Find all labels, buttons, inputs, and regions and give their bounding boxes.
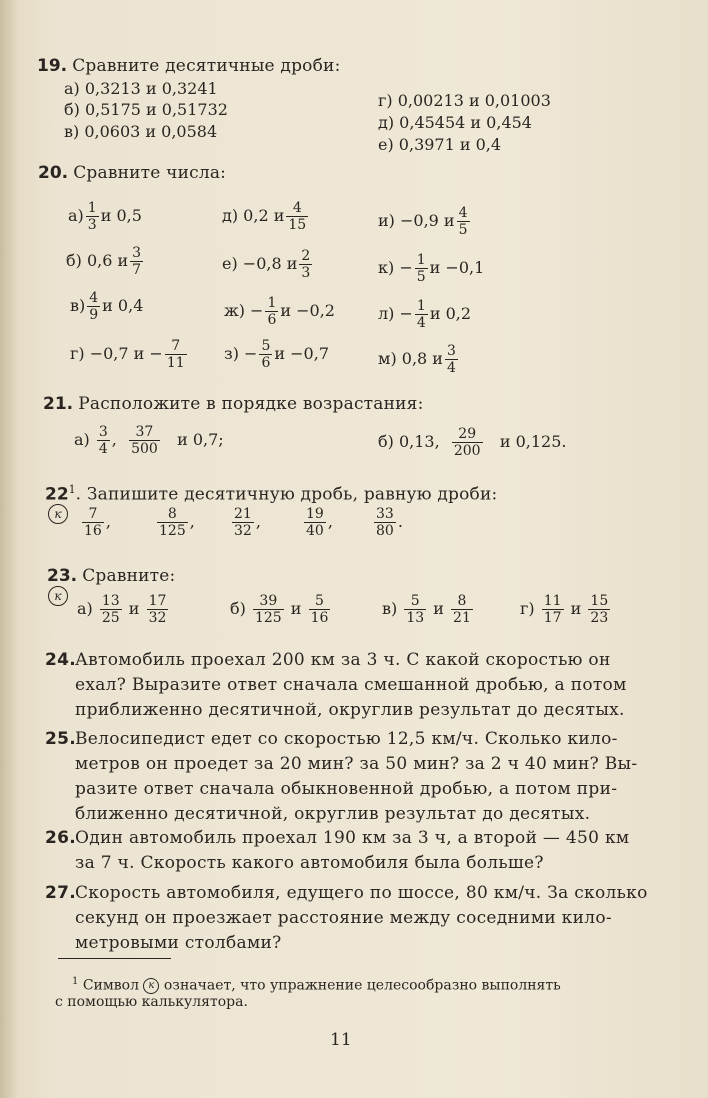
- exercise-25: 25. Велосипедист едет со скоростью 12,5 км/ч. Сколько кило- метров он проедет за 20 мин? за 50 мин? за 2 ч 40 мин? Вы- разите ответ сначала обыкновенной дробью, а потом при- ближенно десятичной, округлив результат до десятых.: [45, 729, 638, 824]
- footnote-marker: 1: [68, 483, 76, 496]
- fraction: $\frac{5}{6}$: [261, 338, 271, 371]
- exercise-24: 24. Автомобиль проехал 200 км за 3 ч. С какой скоростью он ехал? Выразите ответ сначала смешанной дробью, а потом приближенно десятичной, округлив результат до десятых.: [45, 650, 627, 720]
- ex23-item-b: б) $\frac{39}{125}$ и $\frac{5}{16}$: [230, 593, 329, 626]
- ex20-item-l: л) − $\frac{1}{4}$ и 0,2: [378, 298, 472, 331]
- ex20-item-b: б) 0,6 и $\frac{3}{7}$: [66, 245, 142, 278]
- exercise-27: 27. Скорость автомобиля, едущего по шоссе, 80 км/ч. За сколько секунд он проезжает расстояние между соседними кило- метровыми столбами?: [45, 883, 648, 953]
- fraction: $\frac{1}{3}$: [87, 200, 97, 233]
- ex19-item-b: б) 0,5175 и 0,51732: [64, 100, 228, 119]
- ex20-item-e: е) −0,8 и $\frac{2}{3}$: [222, 248, 311, 281]
- exercise-number: 21.: [43, 394, 74, 414]
- exercise-number: 25.: [45, 729, 77, 749]
- ex21-item-b: б) 0,13, $\frac{29}{200}$ и 0,125.: [378, 426, 567, 459]
- fraction: $\frac{37}{500}$: [131, 424, 158, 457]
- exercise-title: Сравните:: [82, 566, 176, 586]
- exercise-number: 20.: [38, 163, 69, 183]
- exercise-number: 22: [45, 484, 69, 505]
- exercise-number: 19.: [37, 56, 68, 76]
- exercise-title: Сравните числа:: [73, 163, 227, 183]
- exercise-21-heading: [43, 394, 424, 414]
- ex19-item-g: г) 0,00213 и 0,01003: [378, 91, 551, 110]
- ex22-fraction-4: $\frac{19}{40}$ ,: [306, 506, 333, 539]
- footnote-rule: [58, 958, 171, 959]
- ex19-item-v: в) 0,0603 и 0,0584: [64, 122, 218, 141]
- fraction: $\frac{3}{7}$: [132, 245, 142, 278]
- fraction: $\frac{7}{11}$: [166, 338, 185, 371]
- ex20-item-zh: ж) − $\frac{1}{6}$ и −0,2: [224, 295, 335, 328]
- ex19-item-d: д) 0,45454 и 0,454: [378, 113, 532, 132]
- exercise-number: 26.: [45, 828, 77, 848]
- ex20-item-z: з) − $\frac{5}{6}$ и −0,7: [224, 338, 329, 371]
- ex23-item-v: в) $\frac{5}{13}$ и $\frac{8}{21}$: [382, 593, 471, 626]
- fraction: $\frac{4}{15}$: [288, 200, 307, 233]
- fraction: $\frac{29}{200}$: [453, 426, 481, 459]
- ex20-item-a: а) $\frac{1}{3}$ и 0,5: [68, 200, 142, 233]
- calculator-icon: к: [48, 585, 68, 606]
- fraction: $\frac{3}{4}$: [446, 343, 456, 376]
- exercise-20-heading: [38, 163, 226, 183]
- ex21-item-a: а) $\frac{3}{4}$ , $\frac{37}{500}$ и 0,7;: [74, 424, 224, 457]
- fraction: $\frac{2}{3}$: [301, 248, 311, 281]
- exercise-title: Сравните десятичные дроби:: [72, 56, 341, 76]
- ex20-item-v: в) $\frac{4}{9}$ и 0,4: [70, 290, 144, 323]
- fraction: $\frac{4}{9}$: [89, 290, 99, 323]
- exercise-26: 26. Один автомобиль проехал 190 км за 3 ч, а второй — 450 км за 7 ч. Скорость какого автомобиля была больше?: [45, 828, 630, 873]
- exercise-title: Расположите в порядке возрастания:: [78, 394, 424, 414]
- ex22-fraction-1: $\frac{7}{16}$ ,: [84, 506, 111, 539]
- calculator-icon: к: [143, 978, 159, 994]
- exercise-number: 24.: [45, 650, 77, 670]
- ex22-fraction-5: $\frac{33}{80}$ .: [376, 506, 403, 539]
- fraction: $\frac{1}{5}$: [416, 252, 426, 285]
- exercise-22-heading: [45, 483, 497, 504]
- fraction: $\frac{3}{4}$: [98, 424, 108, 457]
- ex20-item-m: м) 0,8 и $\frac{3}{4}$: [378, 343, 456, 376]
- ex23-item-a: а) $\frac{13}{25}$ и $\frac{17}{32}$: [77, 593, 167, 626]
- ex19-item-e: е) 0,3971 и 0,4: [378, 135, 502, 154]
- ex20-item-k: к) − $\frac{1}{5}$ и −0,1: [378, 252, 485, 285]
- ex22-fraction-2: $\frac{8}{125}$ ,: [159, 506, 195, 539]
- fraction: $\frac{4}{5}$: [458, 205, 468, 238]
- exercise-19-heading: [37, 56, 341, 76]
- ex19-item-a: а) 0,3213 и 0,3241: [64, 79, 218, 98]
- exercise-23-heading: [47, 566, 175, 586]
- fraction: $\frac{1}{4}$: [416, 298, 426, 331]
- ex20-item-d: д) 0,2 и $\frac{4}{15}$: [222, 200, 307, 233]
- ex22-fraction-3: $\frac{21}{32}$ ,: [234, 506, 261, 539]
- footnote-line-2: с помощью калькулятора.: [55, 994, 248, 1010]
- exercise-number: 27.: [45, 883, 77, 903]
- ex23-item-g: г) $\frac{11}{17}$ и $\frac{15}{23}$: [520, 593, 609, 626]
- calculator-icon: к: [48, 503, 68, 524]
- ex20-item-i: и) −0,9 и $\frac{4}{5}$: [378, 205, 468, 238]
- ex20-item-g: г) −0,7 и − $\frac{7}{11}$: [70, 338, 185, 371]
- page-number: 11: [330, 1030, 352, 1050]
- exercise-title: . Запишите десятичную дробь, равную дроби:: [75, 484, 498, 505]
- footnote: $^1$ Символ к означает, что упражнение целесообразно выполнять: [72, 976, 561, 994]
- exercise-number: 23.: [47, 566, 78, 586]
- fraction: $\frac{1}{6}$: [267, 295, 277, 328]
